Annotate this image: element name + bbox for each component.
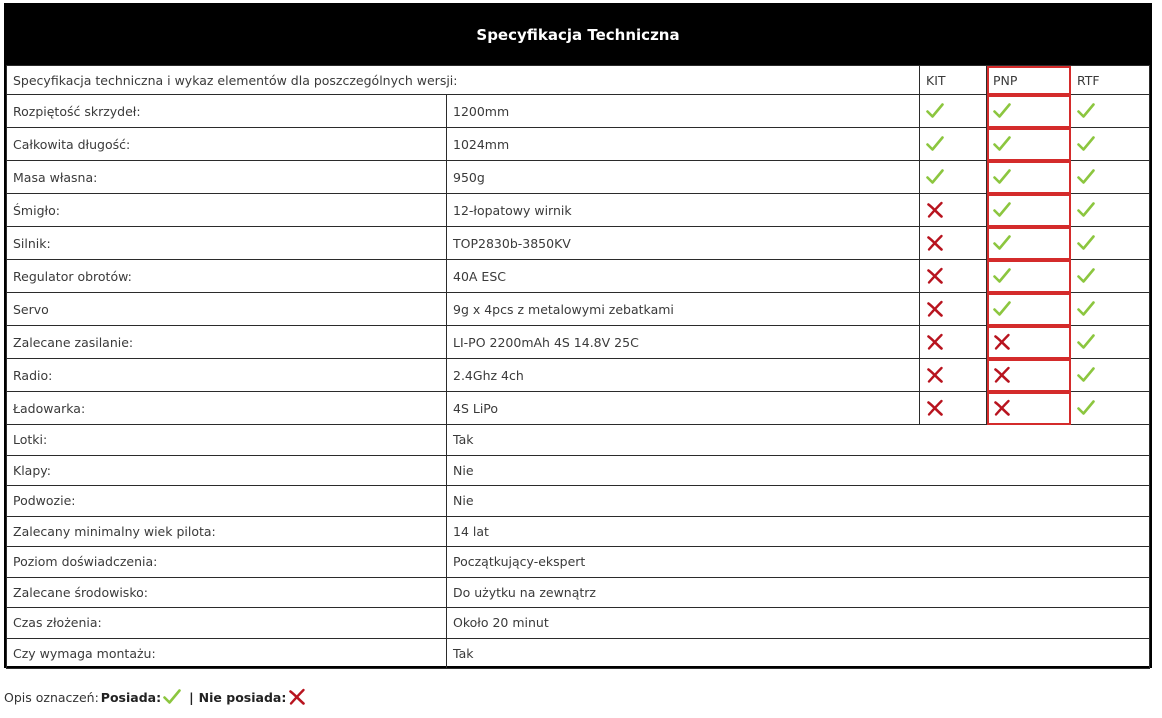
spec-value: 1200mm: [447, 95, 920, 128]
spec-value: 1024mm: [447, 128, 920, 161]
check-icon: [993, 300, 1011, 318]
legend: [4, 688, 306, 706]
cross-icon: [926, 399, 944, 417]
spec-label: Czy wymaga montażu:: [7, 638, 447, 669]
check-icon: [993, 102, 1011, 120]
check-icon: [993, 267, 1011, 285]
spec-label: Ładowarka:: [7, 392, 447, 425]
column-header-kit: KIT: [920, 66, 987, 95]
availability-rtf: [1071, 392, 1150, 425]
spec-row: [7, 638, 1150, 669]
spec-value: Nie: [447, 455, 1150, 486]
cross-icon: [993, 366, 1011, 384]
spec-row: [7, 547, 1150, 578]
spec-label: Zalecane zasilanie:: [7, 326, 447, 359]
spec-label: Zalecane środowisko:: [7, 577, 447, 608]
cross-icon: [288, 688, 306, 706]
cross-icon: [926, 333, 944, 351]
legend-has-label: Posiada:: [100, 689, 162, 705]
availability-kit: [920, 227, 987, 260]
availability-rtf: [1071, 128, 1150, 161]
spec-label: Śmigło:: [7, 194, 447, 227]
availability-kit: [920, 260, 987, 293]
spec-row: [7, 194, 1150, 227]
check-icon: [926, 135, 944, 153]
spec-value: Tak: [447, 638, 1150, 669]
availability-rtf: [1071, 194, 1150, 227]
check-icon: [926, 102, 944, 120]
availability-kit: [920, 392, 987, 425]
check-icon: [993, 201, 1011, 219]
spec-row: [7, 425, 1150, 456]
spec-value: Do użytku na zewnątrz: [447, 577, 1150, 608]
spec-label: Całkowita długość:: [7, 128, 447, 161]
spec-value: 14 lat: [447, 516, 1150, 547]
availability-rtf: [1071, 95, 1150, 128]
check-icon: [1077, 168, 1095, 186]
availability-pnp: [987, 359, 1071, 392]
spec-row: [7, 95, 1150, 128]
spec-label: Rozpiętość skrzydeł:: [7, 95, 447, 128]
cross-icon: [926, 234, 944, 252]
spec-value: Tak: [447, 425, 1150, 456]
spec-label: Poziom doświadczenia:: [7, 547, 447, 578]
spec-title: Specyfikacja Techniczna: [6, 5, 1150, 65]
availability-pnp: [987, 128, 1071, 161]
spec-row: [7, 455, 1150, 486]
spec-value: Około 20 minut: [447, 608, 1150, 639]
cross-icon: [993, 399, 1011, 417]
availability-kit: [920, 359, 987, 392]
check-icon: [926, 168, 944, 186]
availability-kit: [920, 128, 987, 161]
spec-row: [7, 293, 1150, 326]
check-icon: [1077, 267, 1095, 285]
legend-separator: |: [189, 689, 194, 705]
spec-row: [7, 516, 1150, 547]
intro-row: [7, 66, 1150, 95]
spec-label: Zalecany minimalny wiek pilota:: [7, 516, 447, 547]
spec-table-container: [4, 3, 1152, 668]
spec-value: LI-PO 2200mAh 4S 14.8V 25C: [447, 326, 920, 359]
spec-row: [7, 161, 1150, 194]
availability-rtf: [1071, 326, 1150, 359]
spec-row: [7, 260, 1150, 293]
check-icon: [1077, 366, 1095, 384]
check-icon: [1077, 234, 1095, 252]
check-icon: [993, 234, 1011, 252]
check-icon: [1077, 300, 1095, 318]
availability-rtf: [1071, 359, 1150, 392]
cross-icon: [926, 300, 944, 318]
check-icon: [163, 688, 181, 706]
availability-pnp: [987, 293, 1071, 326]
availability-pnp: [987, 227, 1071, 260]
check-icon: [1077, 102, 1095, 120]
spec-row: [7, 392, 1150, 425]
spec-value: 9g x 4pcs z metalowymi zebatkami: [447, 293, 920, 326]
spec-value: 40A ESC: [447, 260, 920, 293]
cross-icon: [926, 366, 944, 384]
legend-prefix: Opis oznaczeń:: [4, 689, 99, 705]
availability-kit: [920, 161, 987, 194]
spec-label: Lotki:: [7, 425, 447, 456]
check-icon: [1077, 333, 1095, 351]
availability-kit: [920, 194, 987, 227]
spec-label: Servo: [7, 293, 447, 326]
spec-row: [7, 359, 1150, 392]
availability-kit: [920, 95, 987, 128]
legend-not-label: Nie posiada:: [198, 689, 287, 705]
availability-kit: [920, 326, 987, 359]
spec-label: Silnik:: [7, 227, 447, 260]
spec-value: 4S LiPo: [447, 392, 920, 425]
spec-value: Nie: [447, 486, 1150, 517]
spec-value: 2.4Ghz 4ch: [447, 359, 920, 392]
spec-value: Początkujący-ekspert: [447, 547, 1150, 578]
column-header-pnp: PNP: [987, 66, 1071, 95]
spec-value: 950g: [447, 161, 920, 194]
spec-row: [7, 577, 1150, 608]
availability-kit: [920, 293, 987, 326]
cross-icon: [926, 201, 944, 219]
spec-table: [6, 65, 1150, 669]
cross-icon: [993, 333, 1011, 351]
availability-pnp: [987, 392, 1071, 425]
intro-label: Specyfikacja techniczna i wykaz elementów dla poszczególnych wersji:: [7, 66, 920, 95]
availability-pnp: [987, 326, 1071, 359]
check-icon: [1077, 135, 1095, 153]
availability-pnp: [987, 161, 1071, 194]
spec-row: [7, 227, 1150, 260]
spec-value: 12-łopatowy wirnik: [447, 194, 920, 227]
spec-value: TOP2830b-3850KV: [447, 227, 920, 260]
availability-rtf: [1071, 161, 1150, 194]
spec-label: Regulator obrotów:: [7, 260, 447, 293]
spec-label: Radio:: [7, 359, 447, 392]
availability-pnp: [987, 194, 1071, 227]
spec-row: [7, 326, 1150, 359]
availability-pnp: [987, 95, 1071, 128]
check-icon: [993, 135, 1011, 153]
availability-rtf: [1071, 293, 1150, 326]
spec-row: [7, 128, 1150, 161]
availability-rtf: [1071, 227, 1150, 260]
check-icon: [1077, 399, 1095, 417]
column-header-rtf: RTF: [1071, 66, 1150, 95]
spec-label: Podwozie:: [7, 486, 447, 517]
spec-row: [7, 608, 1150, 639]
spec-label: Klapy:: [7, 455, 447, 486]
spec-label: Czas złożenia:: [7, 608, 447, 639]
availability-pnp: [987, 260, 1071, 293]
spec-row: [7, 486, 1150, 517]
cross-icon: [926, 267, 944, 285]
spec-label: Masa własna:: [7, 161, 447, 194]
check-icon: [993, 168, 1011, 186]
check-icon: [1077, 201, 1095, 219]
availability-rtf: [1071, 260, 1150, 293]
